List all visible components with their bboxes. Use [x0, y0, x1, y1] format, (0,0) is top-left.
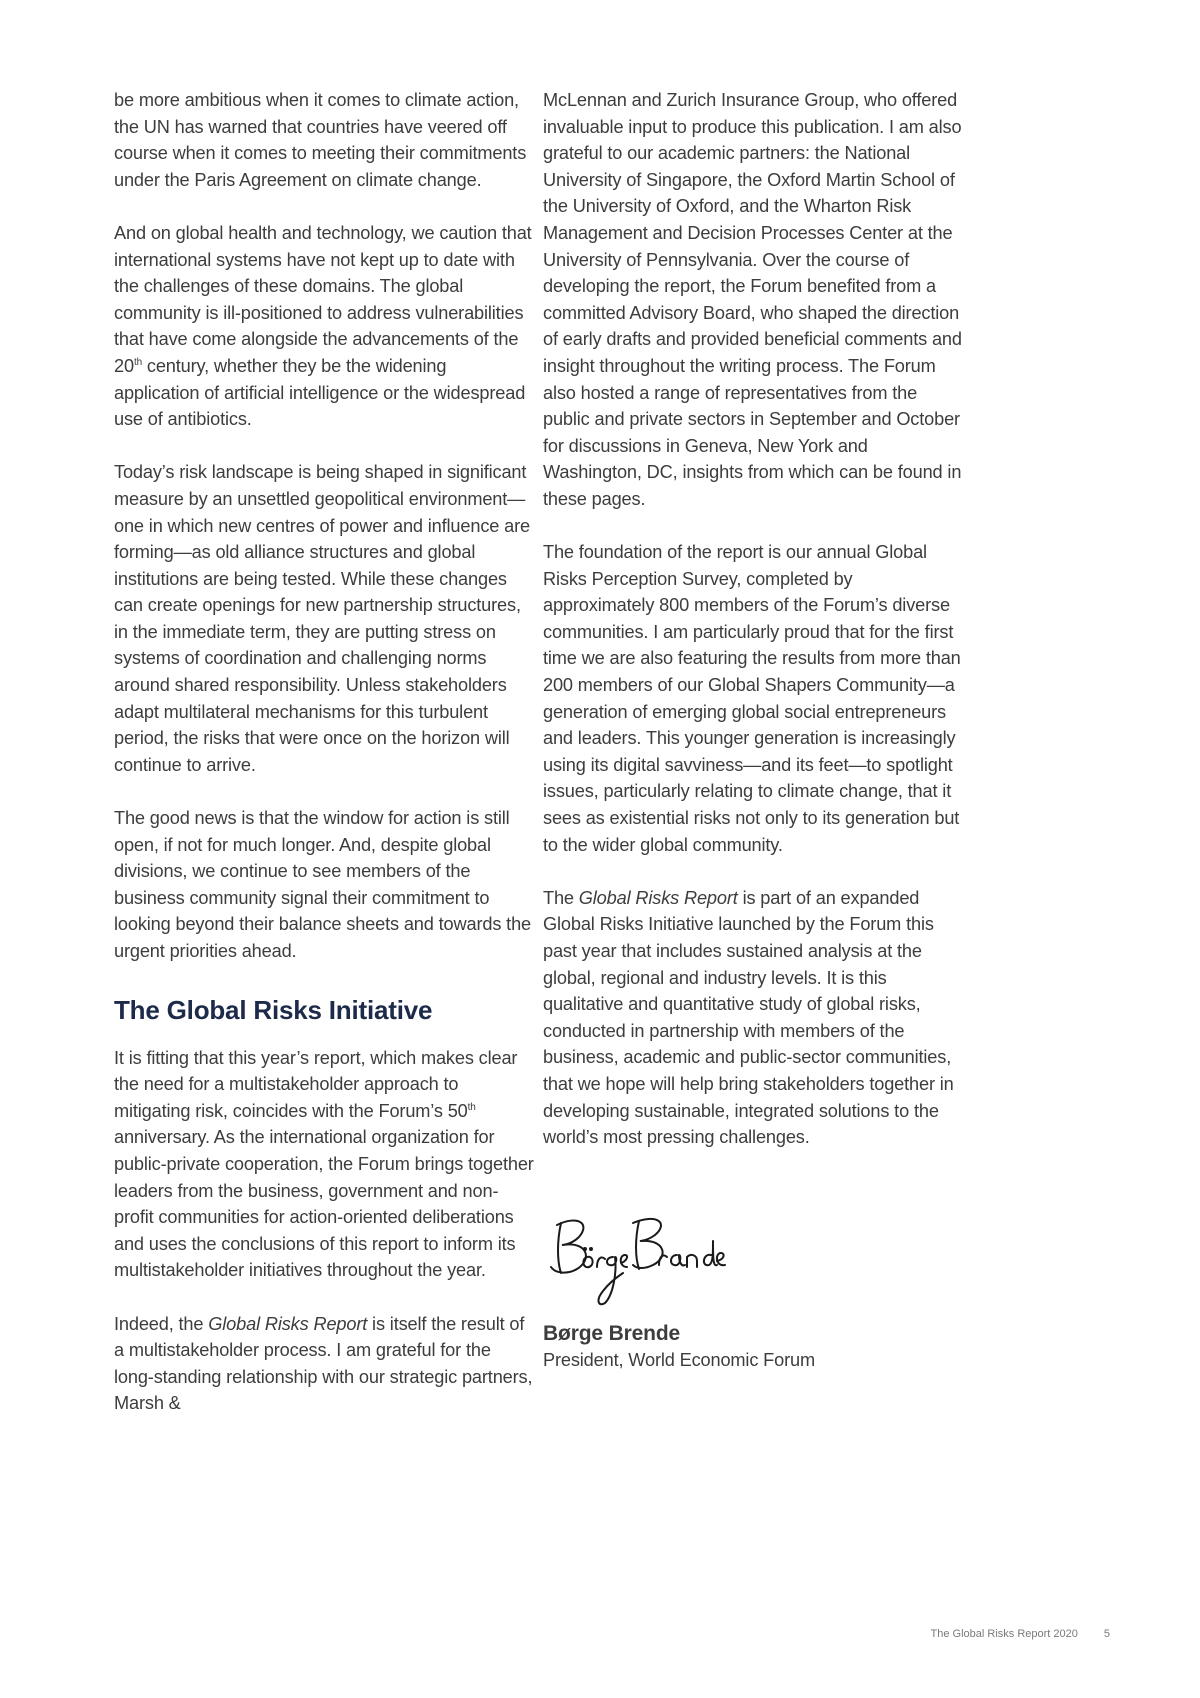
- footer-report-title: The Global Risks Report 2020: [930, 1628, 1078, 1640]
- paragraph-climate-action: be more ambitious when it comes to climate action, the UN has warned that countries have veered off course when it comes to meeting their commitments under the Paris Agreement on climate change.: [114, 90, 527, 190]
- paragraph-global-risks-initiative: The Global Risks Report is part of an expanded Global Risks Initiative launched by the Forum this past year that includes sustained analysis at the global, regional and industry levels. It is this qualitative and quantitative study of global risks, conducted in partnership with members of the business, academic and public-sector communities, that we hope will help bring stakeholders together in developing sustainable, integrated solutions to the world’s most pressing challenges.: [543, 887, 954, 1148]
- right-column: [543, 87, 963, 1373]
- paragraph-partners: McLennan and Zurich Insurance Group, who offered invaluable input to produce this publication. I am also grateful to our academic partners: the National University of Singapore, the Oxford Martin School of the University of Oxford, and the Wharton Risk Management and Decision Processes Center at the University of Pennsylvania. Over the course of developing the report, the Forum benefited from a committed Advisory Board, who shaped the direction of early drafts and provided beneficial comments and insight throughout the writing process. The Forum also hosted a range of representatives from the public and private sectors in September and October for discussions in Geneva, New York and Washington, DC, insights from which can be found in these pages.: [543, 90, 962, 509]
- paragraph-good-news: The good news is that the window for action is still open, if not for much longer. And, despite global divisions, we continue to see members of the business community signal their commitment to looking beyond their balance sheets and towards the urgent priorities ahead.: [114, 808, 532, 961]
- paragraph-global-health-technology: And on global health and technology, we caution that international systems have not kept up to date with the challenges of these domains. The global community is ill-positioned to address vulnerabilities that have come alongside the advancements of the 20th century, whether they be the widening application of artificial intelligence or the widespread use of antibiotics.: [114, 222, 532, 430]
- paragraph-multistakeholder-process: Indeed, the Global Risks Report is itself the result of a multistakeholder process. I am grateful for the long-standing relationship with our strategic partners, Marsh &: [114, 1313, 533, 1414]
- paragraph-risk-landscape: Today’s risk landscape is being shaped in significant measure by an unsettled geopolitical environment—one in which new centres of power and influence are forming—as old alliance structures and global institutions are being tested. While these changes can create openings for new partnership structures, in the immediate term, they are putting stress on systems of coordination and challenging norms around shared responsibility. Unless stakeholders adapt multilateral mechanisms for this turbulent period, the risks that were once on the horizon will continue to arrive.: [114, 462, 530, 775]
- paragraph-50th-anniversary: It is fitting that this year’s report, which makes clear the need for a multistakeholder approach to mitigating risk, coincides with the Forum’s 50th anniversary. As the international organization for public-private cooperation, the Forum brings together leaders from the business, government and non-profit communities for action-oriented deliberations and uses the conclusions of this report to inform its multistakeholder initiatives throughout the year.: [114, 1047, 534, 1281]
- handwritten-signature: [547, 1211, 727, 1311]
- left-column: [114, 87, 534, 1417]
- signer-name: Børge Brende: [543, 1321, 681, 1345]
- page-footer: [850, 1628, 1110, 1640]
- paragraph-perception-survey: The foundation of the report is our annual Global Risks Perception Survey, completed by approximately 800 members of the Forum’s diverse communities. I am particularly proud that for the first time we are also featuring the results from more than 200 members of our Global Shapers Community—a generation of emerging global social entrepreneurs and leaders. This younger generation is increasingly using its digital savviness—and its feet—to spotlight issues, particularly relating to climate change, that it sees as existential risks not only to its generation but to the wider global community.: [543, 542, 961, 855]
- section-heading: The Global Risks Initiative: [114, 994, 433, 1025]
- page-number: 5: [1103, 1628, 1110, 1640]
- signer-title: President, World Economic Forum: [543, 1349, 815, 1370]
